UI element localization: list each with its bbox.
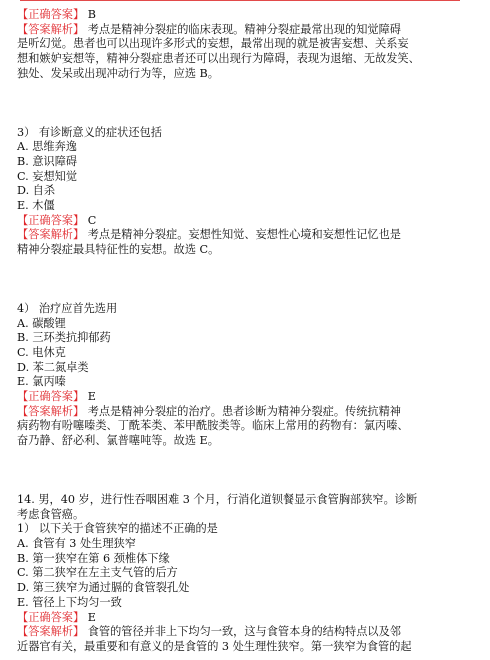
option-a: A. 食管有 3 处生理狭窄: [17, 536, 136, 550]
option-a: A. 思维奔逸: [17, 140, 77, 154]
case-text: 考虑食管癌。: [17, 507, 85, 521]
analysis-text: 考点是精神分裂症的临床表现。精神分裂症最常出现的知觉障碍: [87, 22, 401, 36]
option-c: C. 妄想知觉: [17, 169, 78, 183]
correct-answer-tag: 【正确答案】: [17, 8, 85, 21]
analysis-line: [17, 23, 477, 38]
analysis-tag: 【答案解析】: [17, 22, 85, 36]
top-divider: [20, 0, 460, 1]
answer-line: [17, 390, 477, 405]
option-e: E. 氯丙嗪: [17, 375, 66, 389]
option-a: A. 碳酸锂: [17, 316, 66, 330]
option-d: D. 苯二氮卓类: [17, 360, 89, 374]
question-stem: 4） 治疗应首先选用: [17, 301, 118, 315]
analysis-tag: 【答案解析】: [17, 228, 85, 242]
analysis-text: 考点是精神分裂症的治疗。患者诊断为精神分裂症。传统抗精神: [87, 404, 401, 418]
analysis-line: [17, 228, 477, 243]
option-b: B. 第一狭窄在第 6 颈椎体下缘: [17, 551, 170, 565]
analysis-tag: 【答案解析】: [17, 404, 85, 418]
analysis-text: 是听幻觉。患者也可以出现许多形式的妄想，最常出现的就是被害妄想、关系妄: [17, 37, 409, 51]
option-d: D. 第三狭窄为通过膈的食管裂孔处: [17, 581, 190, 595]
option-d: D. 自杀: [17, 184, 56, 198]
correct-answer-tag: 【正确答案】: [17, 213, 85, 227]
analysis-text: 想和嫉妒妄想等，精神分裂症患者还可以出现行为障碍，表现为退缩、无故发笑、: [17, 52, 420, 66]
correct-answer-tag: 【正确答案】: [17, 390, 85, 404]
analysis-tag: 【答案解析】: [17, 625, 85, 639]
question-stem: 3） 有诊断意义的症状还包括: [17, 125, 162, 139]
analysis-line: [17, 405, 477, 420]
document-content: [17, 8, 477, 655]
option-e: E. 木僵: [17, 199, 55, 213]
correct-answer-tag: 【正确答案】: [17, 610, 85, 624]
analysis-text: 独处、发呆或出现冲动行为等，应选 B。: [17, 66, 219, 80]
question-stem: 1） 以下关于食管狭窄的描述不正确的是: [17, 522, 218, 536]
analysis-text: 考点是精神分裂症。妄想性知觉、妄想性心境和妄想性记忆也是: [87, 228, 401, 242]
analysis-text: 近器官有关，最重要和有意义的是食管的 3 处生理性狭窄。第一狭窄为食管的起: [17, 639, 412, 653]
correct-answer-value: E: [87, 610, 96, 624]
option-b: B. 三环类抗抑郁药: [17, 331, 111, 345]
analysis-text: 精神分裂症最具特征性的妄想。故选 C。: [17, 243, 220, 257]
analysis-line: [17, 625, 477, 640]
answer-line: [17, 611, 477, 626]
correct-answer-value: C: [87, 213, 97, 227]
case-text: 14. 男，40 岁，进行性吞咽困难 3 个月，行消化道钡餐显示食管胸部狭窄。诊断: [17, 492, 418, 506]
correct-answer-value: B: [87, 8, 96, 21]
option-b: B. 意识障碍: [17, 154, 78, 168]
answer-line: [17, 8, 477, 23]
correct-answer-value: E: [87, 390, 96, 404]
option-c: C. 第二狭窄在左主支气管的后方: [17, 566, 178, 580]
answer-line: [17, 214, 477, 229]
option-c: C. 电休克: [17, 345, 66, 359]
analysis-text: 病药物有吩噻嗪类、丁酰苯类、苯甲酰胺类等。临床上常用的药物有：氯丙嗪、: [17, 419, 409, 433]
analysis-text: 奋乃静、舒必利、氯普噻吨等。故选 E。: [17, 434, 219, 448]
analysis-text: 食管的管径并非上下均匀一致，这与食管本身的结构特点以及邻: [87, 625, 401, 639]
option-e: E. 管径上下均匀一致: [17, 595, 122, 609]
